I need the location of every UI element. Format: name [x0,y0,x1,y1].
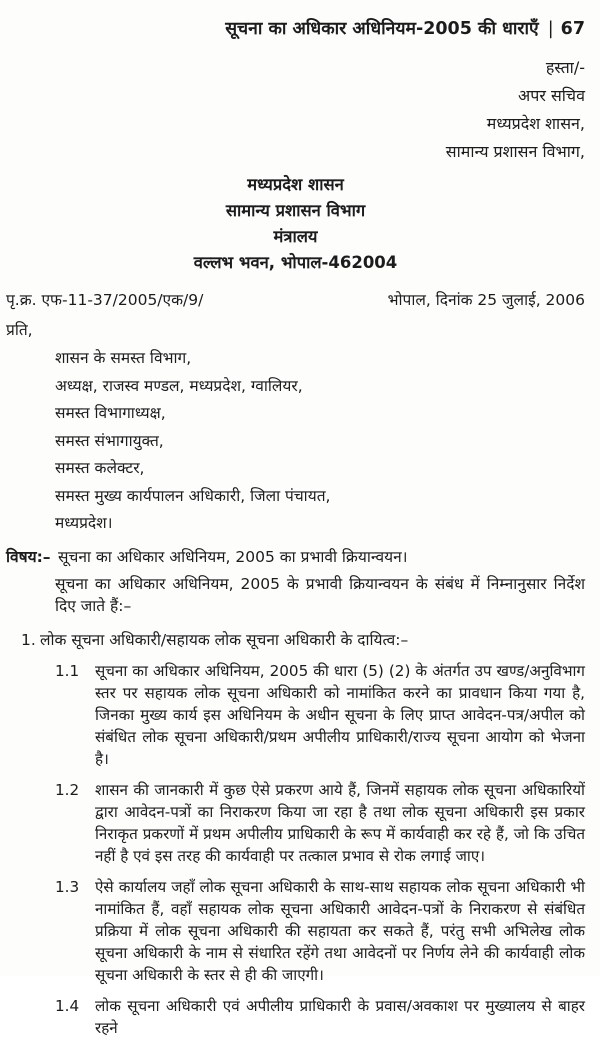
reference-row [6,288,585,312]
addressee-line: अध्यक्ष, राजस्व मण्डल, मध्यप्रदेश, ग्वालियर, [55,376,303,395]
signatory-government: मध्यप्रदेश शासन, [486,114,585,133]
intro-paragraph: सूचना का अधिकार अधिनियम, 2005 के प्रभावी क्रियान्वयन के संबंध में निम्नानुसार निर्देश दिए जाते हैं:– [55,574,585,615]
clause-number: 1.4 [55,996,80,1015]
clause-row [6,660,585,770]
addressee-list [6,345,585,538]
subject-row [6,546,585,569]
clause-text: सूचना का अधिकार अधिनियम, 2005 की धारा (5) (2) के अंतर्गत उप खण्ड/अनुविभाग स्तर पर सहायक लोक सूचना अधिकारी को नामांकित करने का प्रावधान किया गया है, जिनका मुख्य कार्य इस अधिनियम के अधीन सूचना के लिए प्राप्त आवेदन-पत्र/अपील को संबंधित लोक सूचना अधिकारी/प्रथम अपीलीय प्राधिकारी/राज्य सूचना आयोग को भेजना है। [95,661,585,768]
subject-label: विषय:– [6,547,51,566]
clause-number: 1.1 [55,661,80,680]
clause-text: ऐसे कार्यालय जहाँ लोक सूचना अधिकारी के साथ-साथ सहायक लोक सूचना अधिकारी भी नामांकित हैं, वहाँ सहायक लोक सूचना अधिकारी आवेदन-पत्रों के निराकरण से संबंधित प्रक्रिया में लोक सूचना अधिकारी की सहायता कर सकते हैं, परंतु सभी अभिलेख लोक सूचना अधिकारी के नाम से संधारित रहेंगे तथा आवेदनों पर निर्णय लेने की कार्यवाही लोक सूचना अधिकारी के स्तर से ही की जाएगी। [95,877,585,984]
clause-text: लोक सूचना अधिकारी एवं अपीलीय प्राधिकारी के प्रवास/अवकाश पर मुख्यालय से बाहर रहने [95,996,585,1037]
signature-block [6,54,585,166]
signatory-department: सामान्य प्रशासन विभाग, [445,142,585,161]
addressee-line: समस्त संभागायुक्त, [55,431,164,450]
running-head [6,16,585,42]
addressee-line: समस्त कलेक्टर, [55,459,145,477]
letterhead-department: सामान्य प्रशासन विभाग [225,201,366,220]
section-heading-row [6,629,585,652]
section-number: 1. [21,630,36,649]
clause-number: 1.3 [55,877,80,896]
clause-number: 1.2 [55,780,80,799]
book-header-title: सूचना का अधिकार अधिनियम-2005 की धाराएँ [225,19,539,39]
clause-row [6,779,585,867]
letterhead-address: वल्लभ भवन, भोपाल-462004 [193,253,398,272]
subject-text: सूचना का अधिकार अधिनियम, 2005 का प्रभावी क्रियान्वयन। [58,547,408,566]
addressee-line: मध्यप्रदेश। [55,514,113,532]
place-date: भोपाल, दिनांक 25 जुलाई, 2006 [387,291,585,309]
reference-number: पृ.क्र. एफ-11-37/2005/एक/9/ [6,291,204,309]
salutation: प्रति, [6,321,33,339]
addressee-line: शासन के समस्त विभाग, [55,349,192,367]
clause-row [6,876,585,986]
header-separator: | [547,19,554,39]
letterhead-ministry: मंत्रालय [273,227,318,246]
addressee-line: समस्त विभागाध्यक्ष, [55,404,166,422]
letterhead [6,172,585,276]
section-heading: लोक सूचना अधिकारी/सहायक लोक सूचना अधिकारी के दायित्व:– [40,630,409,649]
clause-text: शासन की जानकारी में कुछ ऐसे प्रकरण आये हैं, जिनमें सहायक लोक सूचना अधिकारियों द्वारा आवेदन-पत्रों का निराकरण किया जा रहा है तथा लोक सूचना अधिकारी इस प्रकार निराकृत प्रकरणों में प्रथम अपीलीय प्राधिकारी के रूप में कार्यवाही कर रहे हैं, जो कि उचित नहीं है एवं इस तरह की कार्यवाही पर तत्काल प्रभाव से रोक लगाई जाए। [95,780,585,865]
clause-row [6,995,585,1039]
signatory-designation: अपर सचिव [518,86,585,105]
addressee-line: समस्त मुख्य कार्यपालन अधिकारी, जिला पंचायत, [55,486,331,505]
signature-line: हस्ता/- [545,58,585,77]
letterhead-government: मध्यप्रदेश शासन [247,175,344,194]
page-number: 67 [560,19,585,39]
